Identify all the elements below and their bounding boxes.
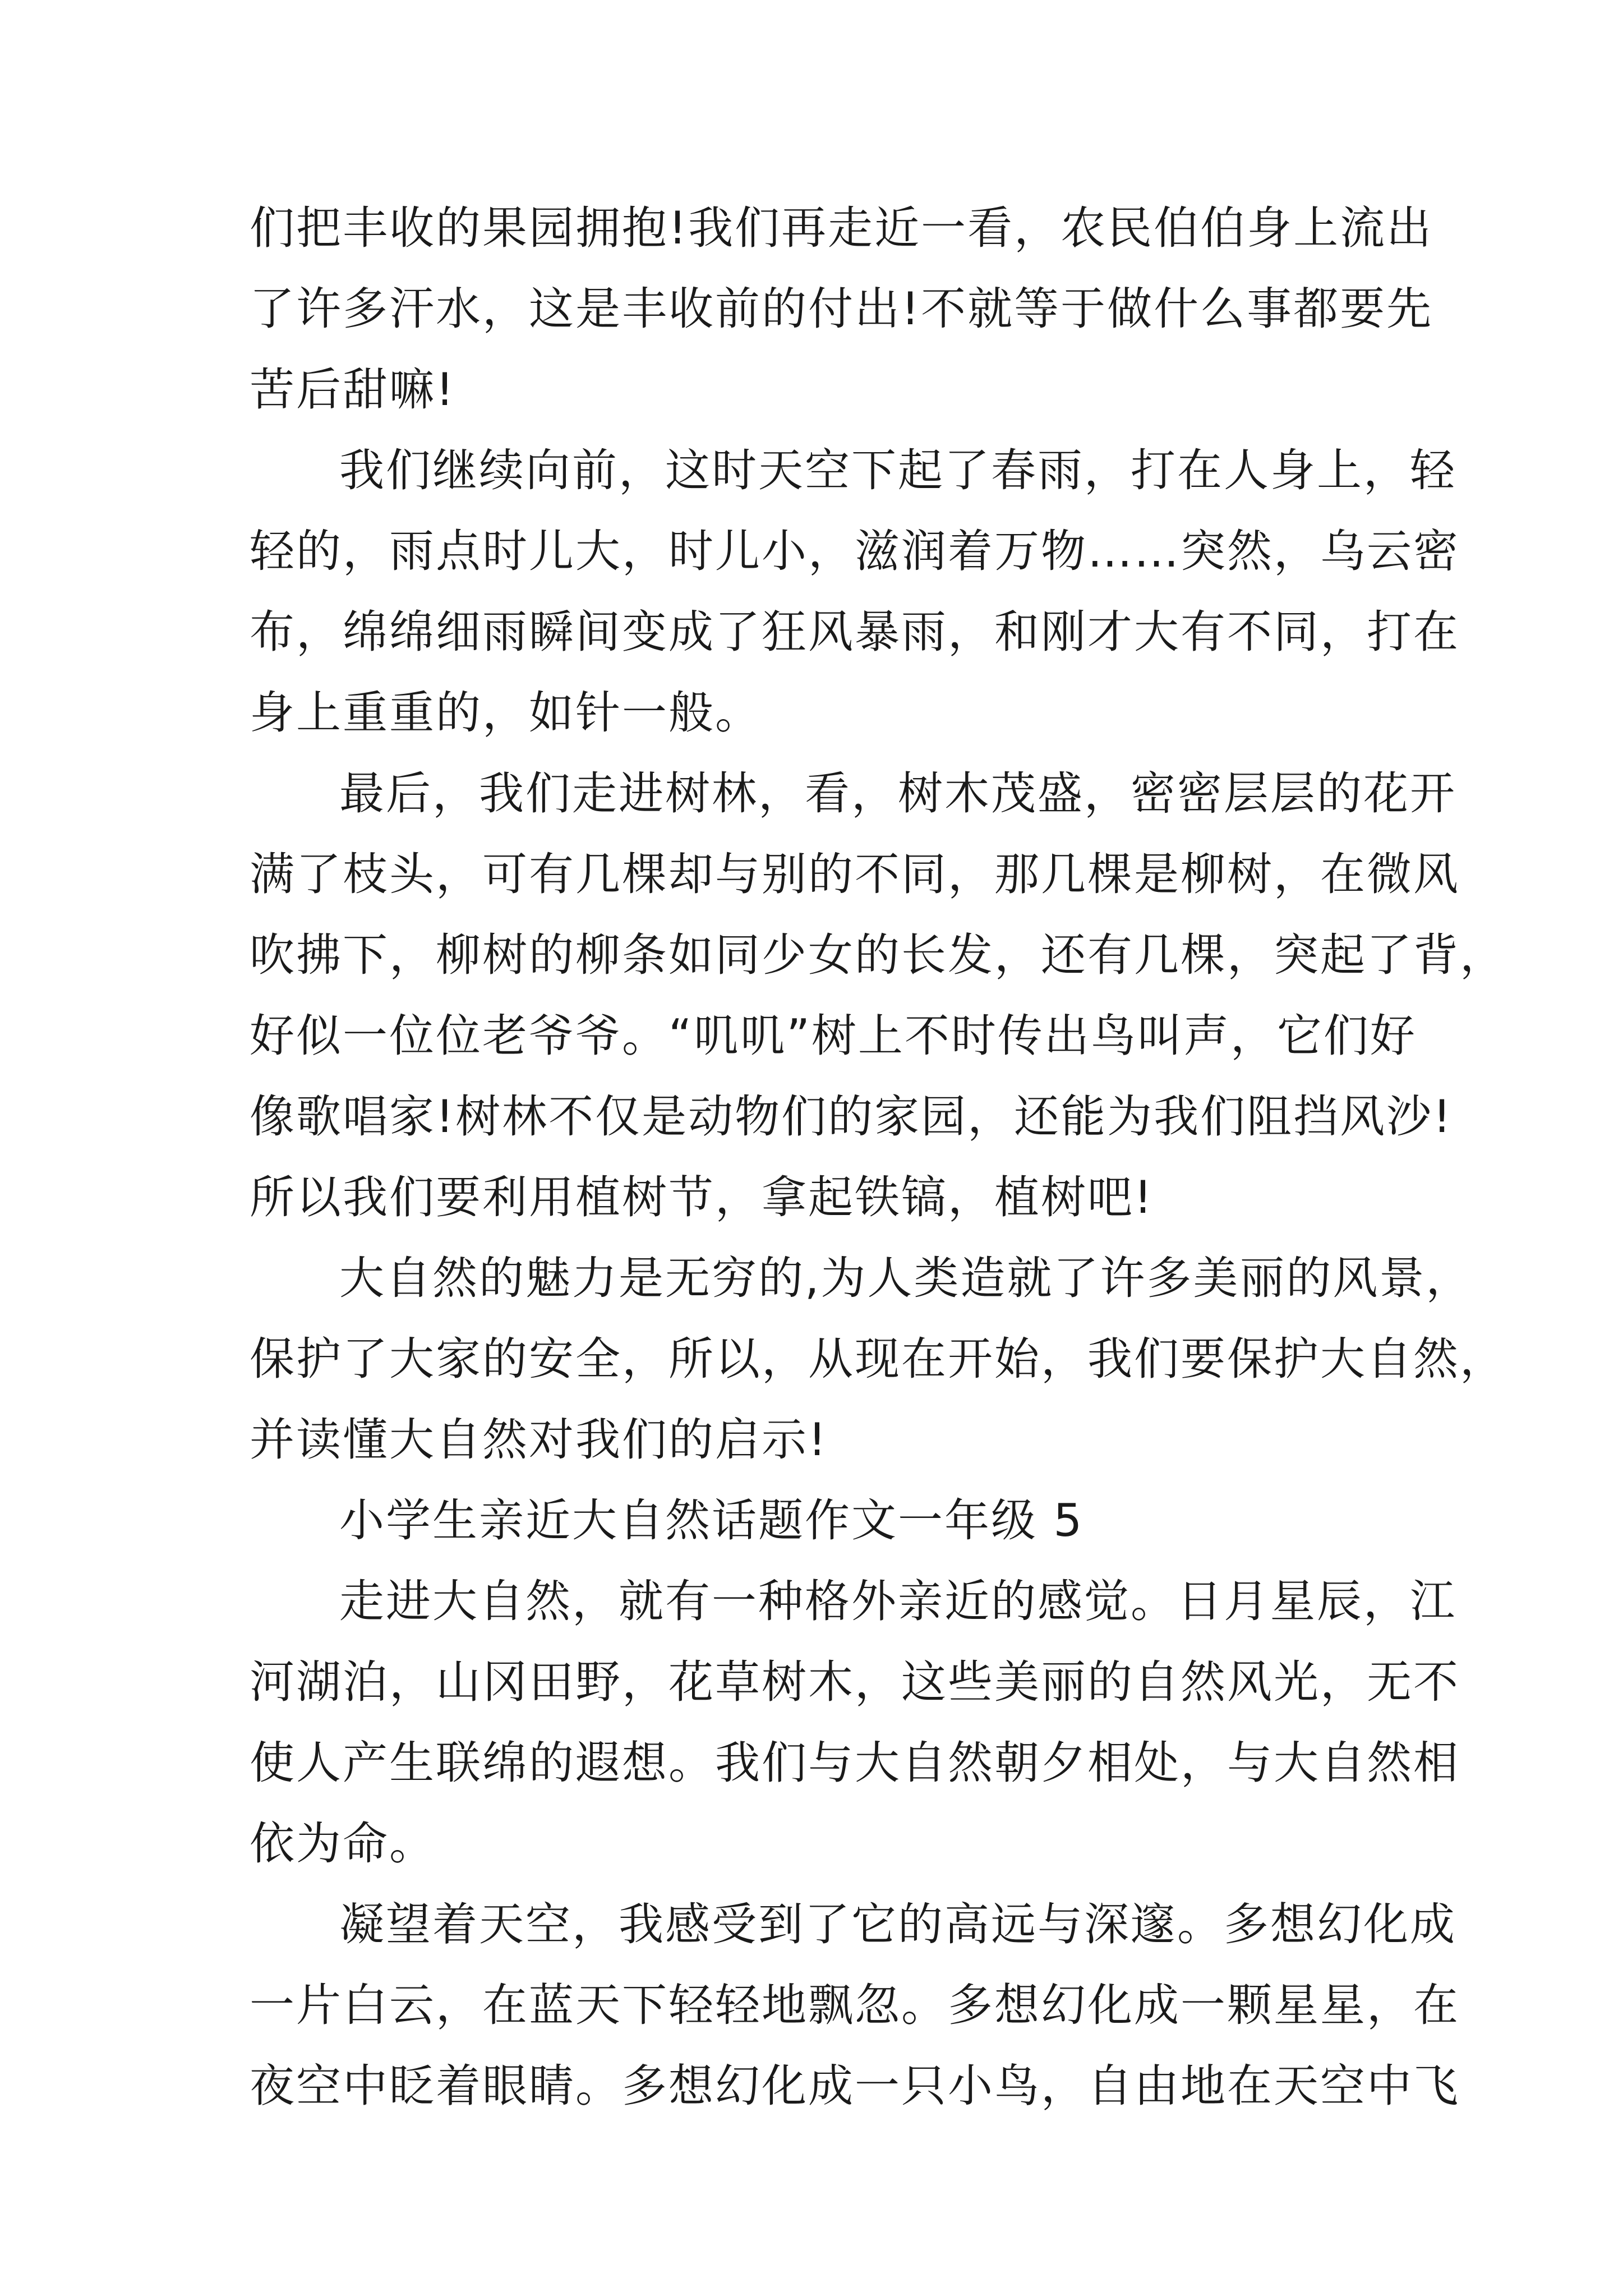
paragraph-6: [250, 1884, 1460, 2127]
text-line: 了许多汗水，这是丰收前的付出!不就等于做什么事都要先: [250, 283, 1433, 335]
paragraph-5: [250, 1561, 1460, 1884]
section-heading: [250, 1480, 1394, 1561]
text-line: 我们继续向前，这时天空下起了春雨，打在人身上，轻: [339, 444, 1456, 496]
text-line: 好似一位位老爷爷。“叽叽”树上不时传出鸟叫声，它们好: [250, 1010, 1417, 1062]
text-line: 最后，我们走进树林，看，树木茂盛，密密层层的花开: [339, 767, 1456, 820]
text-line: 保护了大家的安全，所以，从现在开始，我们要保护大自然，: [250, 1333, 1506, 1385]
text-line: 走进大自然，就有一种格外亲近的感觉。日月星辰，江: [339, 1575, 1456, 1627]
text-line: 吹拂下，柳树的柳条如同少女的长发，还有几棵，突起了背，: [250, 929, 1506, 981]
text-line: 夜空中眨着眼睛。多想幻化成一只小鸟，自由地在天空中飞: [250, 2060, 1460, 2112]
paragraph-1: [250, 188, 1433, 430]
text-line: 像歌唱家!树林不仅是动物们的家园，还能为我们阻挡风沙!: [250, 1091, 1453, 1143]
paragraph-2: [250, 430, 1460, 753]
text-line: 依为命。: [250, 1818, 436, 1870]
paragraph-4: [250, 1238, 1506, 1480]
text-line: 满了枝头，可有几棵却与别的不同，那几棵是柳树，在微风: [250, 848, 1460, 900]
text-line: 所以我们要利用植树节，拿起铁镐，植树吧!: [250, 1171, 1154, 1223]
article-body: [250, 188, 1506, 2127]
text-line: 苦后甜嘛!: [250, 364, 456, 416]
text-line: 河湖泊，山冈田野，花草树木，这些美丽的自然风光，无不: [250, 1656, 1460, 1708]
section-title: 小学生亲近大自然话题作文一年级 5: [339, 1494, 1084, 1547]
text-line: 布，绵绵细雨瞬间变成了狂风暴雨，和刚才大有不同，打在: [250, 606, 1460, 658]
text-line: 身上重重的，如针一般。: [250, 687, 762, 739]
text-line: 使人产生联绵的遐想。我们与大自然朝夕相处，与大自然相: [250, 1737, 1460, 1789]
text-line: 一片白云，在蓝天下轻轻地飘忽。多想幻化成一颗星星，在: [250, 1979, 1460, 2031]
text-line: 凝望着天空，我感受到了它的高远与深邃。多想幻化成: [339, 1898, 1456, 1950]
text-line: 轻的，雨点时儿大，时儿小，滋润着万物……突然，乌云密: [250, 525, 1460, 577]
text-line: 大自然的魅力是无穷的,为人类造就了许多美丽的风景，: [339, 1252, 1473, 1304]
text-line: 并读懂大自然对我们的启示!: [250, 1414, 828, 1466]
paragraph-3: [250, 753, 1506, 1238]
text-line: 们把丰收的果园拥抱!我们再走近一看，农民伯伯身上流出: [250, 202, 1433, 254]
